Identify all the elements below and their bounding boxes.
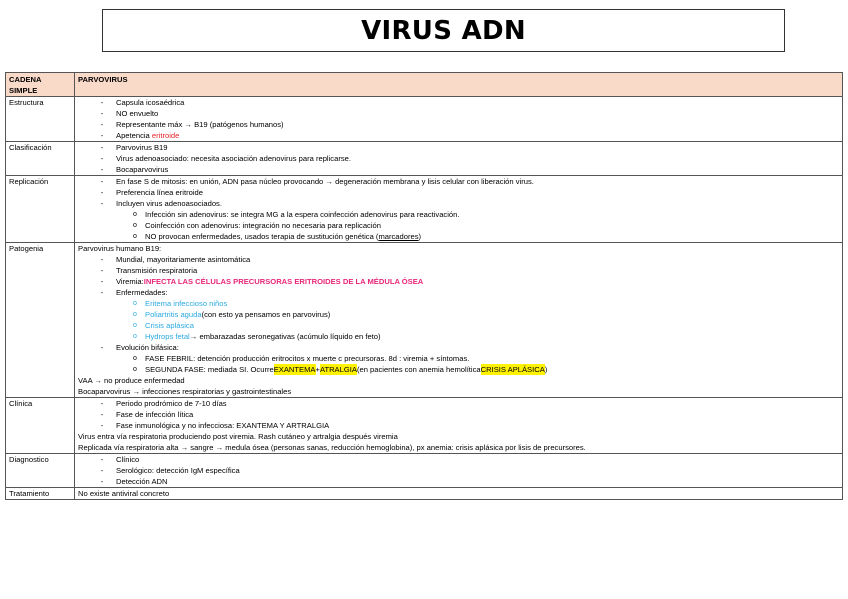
row-content [75,97,843,142]
list-item: - En fase S de mitosis: en unión, ADN pasa núcleo provocando → degeneración membrana y lisis celular con liberación virus. [100,177,534,186]
list-item: - Bocaparvovirus [100,165,169,174]
list-item: - Detección ADN [100,477,168,486]
list-item: Virus entra vía respiratoria produciendo post viremia. Rash cutáneo y artralgia después viremia [78,432,398,441]
page-title: VIRUS ADN [361,15,526,46]
list-item: - NO envuelto [100,109,159,118]
list-item: Parvovirus humano B19: [78,244,162,253]
list-item: - Representante máx → B19 (patógenos humanos) [100,120,284,129]
row-content [75,142,843,176]
highlight-yellow: CRISIS APLÁSICA [480,365,545,374]
row-label: Estructura [6,97,75,142]
list-item: Replicada vía respiratoria alta → sangre → medula ósea (personas sanas, reducción hemoglobina), px anemia: crisis aplásica por lisis de precursores. [78,443,586,452]
header-cell-family: PARVOVIRUS [75,73,843,97]
underlined-text: marcadores [378,232,419,241]
list-item: - Transmisión respiratoria [100,266,198,275]
header-cell-type: CADENA SIMPLE [6,73,75,97]
row-label: Tratamiento [6,488,75,500]
row-label: Clínica [6,398,75,454]
title-box [102,9,785,52]
sub-list-item: o Hydrops fetal → embarazadas seronegativas (acúmulo líquido en feto) [133,332,381,341]
list-item: VAA → no produce enfermedad [78,376,185,385]
row-content [75,243,843,398]
list-item: - Parvovirus B19 [100,143,168,152]
row-label: Diagnostico [6,454,75,488]
list-item: - Evolución bifásica: [100,343,179,352]
list-item: - Preferencia línea eritroide [100,188,203,197]
list-item: - Apetencia eritroide [100,131,180,140]
list-item: No existe antiviral concreto [78,489,170,498]
table-row-clinica [6,398,843,454]
sub-list-item: o NO provocan enfermedades, usados terapia de sustitución genética ( marcadores ) [133,232,422,241]
sub-list-item: o Eritema infeccioso niños [133,299,228,308]
row-label: Replicación [6,176,75,243]
list-item: - Clínico [100,455,140,464]
highlight-pink: INFECTA LAS CÉLULAS PRECURSORAS ERITROIDES DE LA MÉDULA ÓSEA [143,277,424,286]
sub-list-item: o FASE FEBRIL: detención producción eritrocitos x muerte c precursoras. 8d : viremia + síntomas. [133,354,470,363]
sub-list-item: o Infección sin adenovirus: se integra MG a la espera coinfección adenovirus para reactivación. [133,210,460,219]
row-content [75,454,843,488]
list-item: - Capsula icosaédrica [100,98,185,107]
list-item: - Serológico: detección IgM específica [100,466,240,475]
highlight-red: eritroide [151,131,180,140]
sub-list-item: o Coinfección con adenovirus: integración no necesaria para replicación [133,221,381,230]
sub-list-item: o SEGUNDA FASE: mediada SI. Ocurre EXANTEMA + ATRALGIA (en pacientes con anemia hemolítica CRISIS APLÁSICA ) [133,365,548,374]
row-label: Patogenia [6,243,75,398]
notes-table [5,72,843,500]
row-label: Clasificación [6,142,75,176]
highlight-yellow: ATRALGIA [319,365,357,374]
list-item: - Fase de infección lítica [100,410,194,419]
list-item: - Periodo prodrómico de 7-10 días [100,399,227,408]
highlight-yellow: EXANTEMA [273,365,316,374]
row-content [75,398,843,454]
list-item: Bocaparvovirus → infecciones respiratorias y gastrointestinales [78,387,292,396]
list-item: - Fase inmunológica y no infecciosa: EXANTEMA Y ARTRALGIA [100,421,330,430]
table-row-replicacion [6,176,843,243]
table-header-row [6,73,843,97]
table-row-estructura [6,97,843,142]
list-item: - Mundial, mayoritariamente asintomática [100,255,251,264]
table-row-clasificacion [6,142,843,176]
table-row-diagnostico [6,454,843,488]
list-item: - Virus adenoasociado: necesita asociación adenovirus para replicarse. [100,154,351,163]
list-item: - Viremia: INFECTA LAS CÉLULAS PRECURSORAS ERITROIDES DE LA MÉDULA ÓSEA [100,277,424,286]
table-row-patogenia [6,243,843,398]
list-item: - Enfermedades: [100,288,168,297]
list-item: - Incluyen virus adenoasociados. [100,199,222,208]
sub-list-item: o Crisis aplásica [133,321,194,330]
row-content [75,488,843,500]
sub-list-item: o Poliartritis aguda (con esto ya pensamos en parvovirus) [133,310,331,319]
row-content [75,176,843,243]
table-row-tratamiento [6,488,843,500]
